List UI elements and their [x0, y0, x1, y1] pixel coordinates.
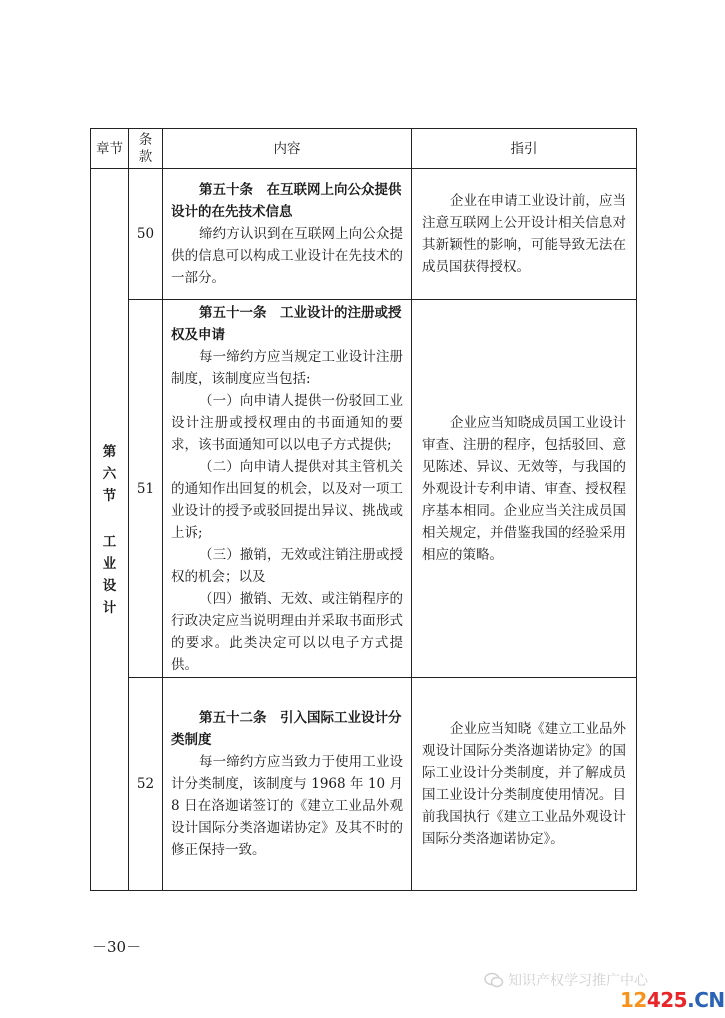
- article-title: 第五十条 在互联网上向公众提供设计的在先技术信息: [171, 182, 402, 220]
- article-content: [163, 678, 412, 891]
- article-paragraph: （一）向申请人提供一份驳回工业设计注册或授权理由的书面通知的要求，该书面通知可以以电子方式提供;: [171, 392, 403, 453]
- article-paragraph: （二）向申请人提供对其主管机关的通知作出回复的机会，以及对一项工业设计的授予或驳回提出异议、挑战或上诉;: [171, 458, 403, 541]
- chapter-char: 六: [102, 465, 117, 482]
- table-row: [91, 678, 637, 891]
- header-content: 内容: [163, 129, 412, 169]
- header-number-bottom: 款: [138, 148, 153, 165]
- table-header-row: [91, 129, 637, 169]
- article-title: 第五十二条 引入国际工业设计分类制度: [171, 710, 402, 748]
- article-paragraph: （四）撤销、无效、或注销程序的行政决定应当说明理由并采取书面形式的要求。此类决定可以以电子方式提供。: [171, 590, 403, 673]
- site-logo: [620, 988, 725, 1012]
- article-paragraph: 每一缔约方应当规定工业设计注册制度，该制度应当包括:: [171, 348, 403, 387]
- article-content: [163, 300, 412, 678]
- article-content: [163, 169, 412, 300]
- chapter-char: 节: [102, 487, 117, 504]
- article-number: 50: [129, 169, 163, 300]
- chapter-char: 工: [102, 533, 117, 550]
- articles-table: [90, 128, 637, 891]
- header-chapter: 章节: [91, 129, 129, 169]
- article-guide: 企业在申请工业设计前，应当注意互联网上公开设计相关信息对其新颖性的影响，可能导致无法在成员国获得授权。: [412, 169, 637, 300]
- site-logo-part: 12: [620, 988, 647, 1012]
- page-number: －30－: [92, 938, 142, 956]
- wechat-icon: [484, 972, 504, 988]
- article-paragraph: （三）撤销，无效或注销注册或授权的机会；以及: [171, 546, 403, 585]
- site-logo-part: .CN: [687, 988, 725, 1012]
- article-number: 52: [129, 678, 163, 891]
- header-number: [129, 129, 163, 169]
- article-paragraph: 缔约方认识到在互联网上向公众提供的信息可以构成工业设计在先技术的一部分。: [171, 226, 403, 286]
- header-guide: 指引: [412, 129, 637, 169]
- chapter-char: 第: [102, 443, 117, 460]
- chapter-char: 业: [102, 555, 117, 572]
- article-number: 51: [129, 300, 163, 678]
- header-number-top: 条: [138, 131, 153, 148]
- article-guide: 企业应当知晓《建立工业品外观设计国际分类洛迦诺协定》的国际工业设计分类制度，并了解成员国工业设计分类制度使用情况。目前我国执行《建立工业品外观设计国际分类洛迦诺协定》。: [412, 678, 637, 891]
- chapter-char: 计: [102, 599, 117, 616]
- watermark: [484, 970, 648, 990]
- article-guide: 企业应当知晓成员国工业设计审查、注册的程序，包括驳回、意见陈述、异议、无效等，与我国的外观设计专利申请、审查、授权程序基本相同。企业应当关注成员国相关规定，并借鉴我国的经验采用相应的策略。: [412, 300, 637, 678]
- watermark-text: 知识产权学习推广中心: [508, 973, 648, 989]
- article-paragraph: 每一缔约方应当致力于使用工业设计分类制度，该制度与 1968 年 10 月 8 日在洛迦诺签订的《建立工业品外观设计国际分类洛迦诺协定》及其不时的修正保持一致。: [171, 754, 403, 858]
- site-logo-part: 425: [646, 988, 688, 1012]
- table-row: [91, 169, 637, 300]
- article-title: 第五十一条 工业设计的注册或授权及申请: [171, 304, 402, 343]
- table-row: [91, 300, 637, 678]
- chapter-label: [91, 169, 129, 891]
- chapter-char: 设: [102, 577, 117, 594]
